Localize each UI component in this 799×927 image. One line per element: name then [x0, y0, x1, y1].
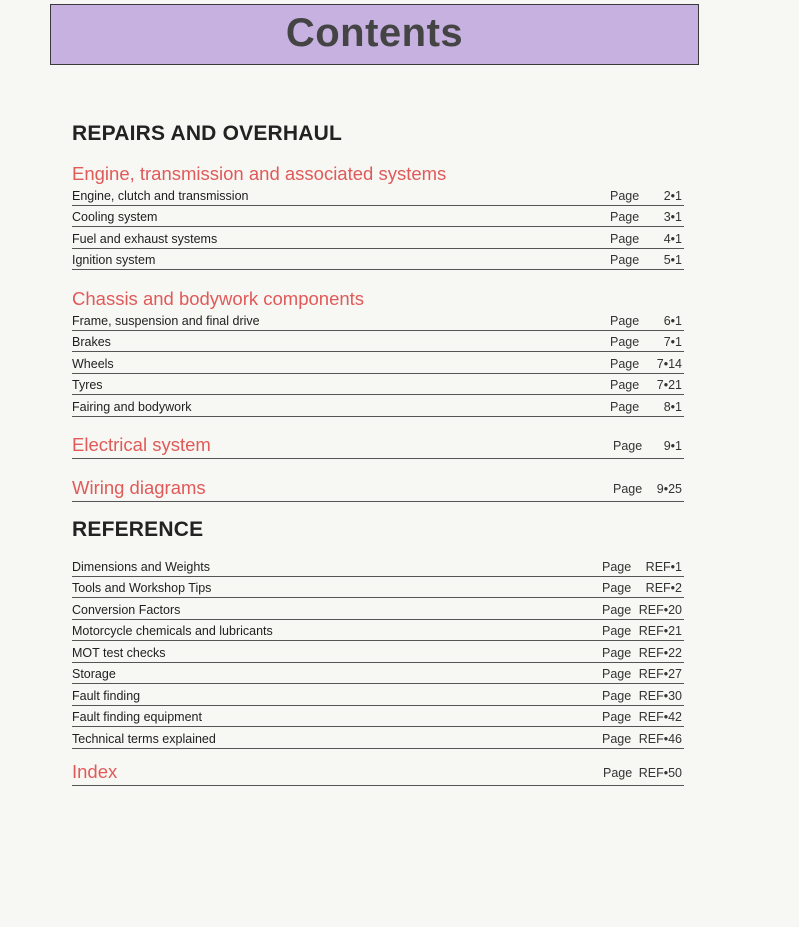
page-word: Page — [602, 559, 632, 574]
page-word: Page — [610, 378, 640, 392]
entry-label: Motorcycle chemicals and lubricants — [72, 624, 273, 638]
page-word: Page — [602, 710, 632, 724]
entry-label: Engine, clutch and transmission — [72, 188, 249, 203]
page-word: Page — [610, 356, 640, 371]
entry-label: Fuel and exhaust systems — [72, 231, 218, 246]
toc-entry[interactable] — [72, 374, 684, 396]
toc-entry-wiring[interactable] — [72, 474, 684, 502]
chassis-entries — [72, 309, 684, 417]
page-word: Page — [610, 399, 640, 414]
entry-label: Index — [72, 761, 118, 782]
toc-entry[interactable] — [72, 206, 684, 228]
chassis-group-heading: Chassis and bodywork components — [72, 288, 365, 309]
toc-entry[interactable] — [72, 684, 684, 706]
toc-entry[interactable] — [72, 706, 684, 728]
entry-label: Fault finding equipment — [72, 710, 202, 724]
page-number: 7•21 — [656, 378, 682, 392]
toc-entry[interactable] — [72, 249, 684, 271]
page-number: REF•22 — [638, 645, 682, 660]
page-word: Page — [602, 731, 632, 746]
page-word: Page — [610, 188, 640, 203]
toc-entry[interactable] — [72, 227, 684, 249]
page-number: REF•50 — [638, 766, 682, 780]
page-number: 5•1 — [663, 253, 682, 267]
entry-label: Ignition system — [72, 253, 156, 267]
page-number: 3•1 — [663, 210, 682, 224]
page-word: Page — [602, 624, 632, 638]
page-number: REF•2 — [645, 581, 682, 595]
page-number: 4•1 — [663, 231, 682, 246]
page-word: Page — [603, 766, 633, 780]
page-word: Page — [602, 667, 632, 681]
engine-entries — [72, 184, 684, 270]
page-number: 2•1 — [663, 188, 682, 203]
page-word: Page — [610, 335, 640, 349]
entry-label: Brakes — [72, 335, 111, 349]
page-number: 7•1 — [663, 335, 682, 349]
entry-label: Dimensions and Weights — [72, 559, 211, 574]
entry-label: Cooling system — [72, 210, 158, 224]
page-number: 7•14 — [656, 356, 682, 371]
entry-label: Storage — [72, 667, 116, 681]
toc-entry[interactable] — [72, 620, 684, 642]
toc-entry[interactable] — [72, 727, 684, 749]
page-word: Page — [610, 313, 640, 328]
entry-label: MOT test checks — [72, 645, 166, 660]
page-word: Page — [613, 482, 643, 496]
reference-heading: REFERENCE — [72, 518, 204, 541]
page-word: Page — [610, 231, 640, 246]
toc-entry[interactable] — [72, 663, 684, 685]
page-word: Page — [610, 210, 640, 224]
toc-entry[interactable] — [72, 184, 684, 206]
page-number: REF•42 — [638, 710, 682, 724]
page-number: REF•20 — [638, 602, 682, 617]
engine-group-heading: Engine, transmission and associated systems — [72, 163, 447, 184]
toc-entry[interactable] — [72, 641, 684, 663]
repairs-heading: REPAIRS AND OVERHAUL — [72, 122, 343, 145]
page-word: Page — [613, 439, 643, 453]
toc-entry[interactable] — [72, 577, 684, 599]
page-number: 8•1 — [663, 399, 682, 414]
page-word: Page — [610, 253, 640, 267]
page-number: 9•25 — [656, 482, 682, 496]
entry-label: Frame, suspension and final drive — [72, 313, 260, 328]
page-number: 6•1 — [663, 313, 682, 328]
toc-entry[interactable] — [72, 598, 684, 620]
page-word: Page — [602, 645, 632, 660]
page-word: Page — [602, 688, 632, 703]
toc-entry-electrical[interactable] — [72, 430, 684, 459]
entry-label: Electrical system — [72, 434, 211, 455]
toc-entry[interactable] — [72, 555, 684, 577]
page-number: REF•30 — [638, 688, 682, 703]
entry-label: Wheels — [72, 356, 114, 371]
entry-label: Fairing and bodywork — [72, 399, 192, 414]
toc-entry[interactable] — [72, 331, 684, 353]
page-number: 9•1 — [663, 439, 682, 453]
page-number: REF•27 — [638, 667, 682, 681]
page-number: REF•1 — [645, 559, 682, 574]
page-word: Page — [602, 581, 632, 595]
page-number: REF•46 — [638, 731, 682, 746]
toc-entry-index[interactable] — [72, 758, 684, 786]
entry-label: Wiring diagrams — [72, 477, 206, 498]
entry-label: Technical terms explained — [72, 731, 216, 746]
entry-label: Tyres — [72, 378, 103, 392]
entry-label: Fault finding — [72, 688, 141, 703]
contents-title-band — [50, 4, 699, 65]
page-word: Page — [602, 602, 632, 617]
toc-entry[interactable] — [72, 352, 684, 374]
toc-entry[interactable] — [72, 309, 684, 331]
entry-label: Tools and Workshop Tips — [72, 581, 212, 595]
toc-entry[interactable] — [72, 395, 684, 417]
page-number: REF•21 — [638, 624, 682, 638]
reference-entries — [72, 555, 684, 749]
entry-label: Conversion Factors — [72, 602, 181, 617]
page-title: Contents — [285, 11, 464, 55]
